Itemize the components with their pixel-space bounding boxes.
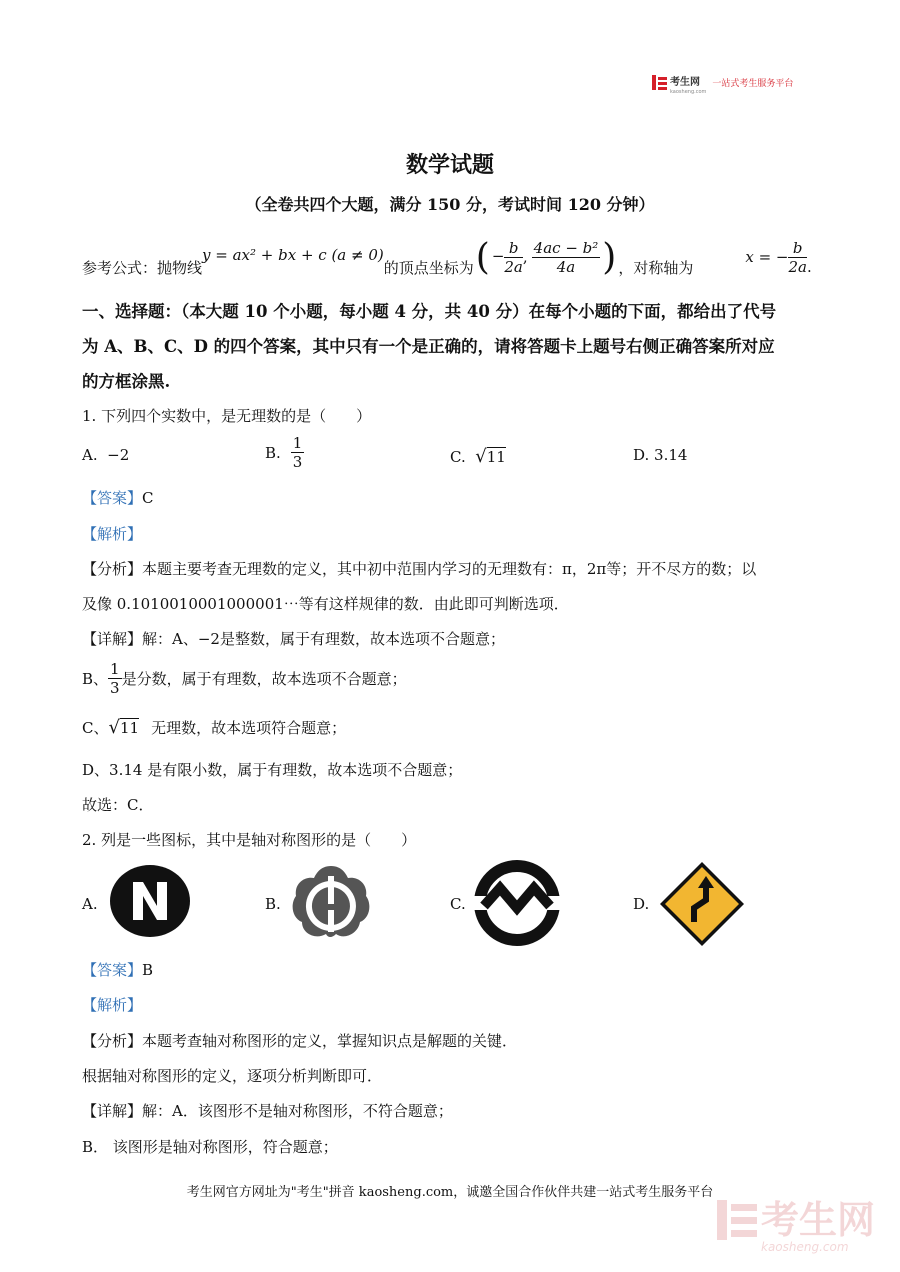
q1-detail-a: 【详解】解：A、−2是整数，属于有理数，故本选项不合题意； (82, 630, 505, 648)
q1-option-d: D. 3.14 (633, 446, 688, 464)
railway-emblem-icon (290, 864, 372, 940)
q1-jiexi-tag: 【解析】 (82, 525, 143, 543)
q1-option-b: B. $\frac{1}{3}$ (265, 434, 303, 471)
axis-fraction: $\frac{b}{2a}$ (788, 238, 807, 276)
metro-logo-icon (472, 860, 562, 946)
q1-detail-c: C、√11 无理数，故本选项符合题意； (82, 717, 347, 738)
formula-prefix: 参考公式：抛物线 (82, 258, 203, 277)
q1-analysis-1: 【分析】本题主要考查无理数的定义，其中初中范围内学习的无理数有：π，2π等；开不尽方的数；以 (82, 560, 757, 578)
q2-option-a-label: A. (82, 895, 98, 913)
parabola-formula: y = ax² + bx + c (a ≠ 0) (202, 246, 384, 264)
section1-line1: 一、选择题：（本大题 10 个小题，每小题 4 分，共 40 分）在每个小题的下面，都给出了代号 (82, 302, 777, 321)
reference-formula: 参考公式：抛物线 y = ax² + bx + c (a ≠ 0) 的顶点坐标为 ( − $\frac{b}{2a}$ , $\frac{\text{4ac − b²}}{4a}$ ) ，对称轴为 x = − $\frac{b}{2a}$ . (82, 236, 812, 278)
q2-stem: 2. 列是一些图标，其中是轴对称图形的是（ ） (82, 831, 417, 849)
q1-option-a: A. −2 (82, 446, 130, 464)
page-footer: 考生网官方网址为"考生"拼音 kaosheng.com，诚邀全国合作伙伴共建一站式考生服务平台 (186, 1185, 714, 1200)
page-subtitle: （全卷共四个大题，满分 150 分，考试时间 120 分钟） (245, 195, 655, 214)
vertex-y-fraction: $\frac{\text{4ac − b²}}{4a}$ (533, 238, 599, 276)
vertex-label: 的顶点坐标为 (383, 258, 474, 277)
q2-answer: 【答案】B (82, 961, 154, 979)
q2-detail-b: B． 该图形是轴对称图形，符合题意； (82, 1138, 338, 1156)
watermark (717, 1200, 875, 1254)
q2-option-d-label: D. (633, 895, 650, 913)
vertex-x-fraction: $\frac{b}{2a}$ (504, 238, 523, 276)
q1-analysis-2: 及像 0.1010010001000001⋯等有这样规律的数．由此即可判断选项． (82, 595, 569, 613)
section1-line3: 的方框涂黑. (82, 372, 171, 391)
logo-slogan: 一站式考生服务平台 (712, 78, 794, 89)
axis-label: ，对称轴为 (618, 258, 694, 277)
q1-conclusion: 故选：C． (82, 796, 154, 814)
logo-domain: kaosheng.com (670, 88, 707, 95)
right-paren: ) (602, 236, 617, 278)
page-title: 数学试题 (405, 152, 494, 178)
left-paren: ( (475, 236, 490, 278)
watermark-domain: kaosheng.com (761, 1240, 849, 1254)
q1-option-c: C. √11 (450, 446, 506, 467)
q2-analysis-1: 【分析】本题考查轴对称图形的定义，掌握知识点是解题的关键． (82, 1032, 518, 1050)
section1-line2: 为 A、B、C、D 的四个答案，其中只有一个是正确的，请将答题卡上题号右侧正确答案所对应 (82, 337, 775, 356)
q2-option-c-label: C. (450, 895, 466, 913)
q1-detail-d: D、3.14 是有限小数，属于有理数，故本选项不合题意； (82, 761, 463, 779)
q1-answer: 【答案】C (82, 489, 154, 507)
q2-jiexi-tag: 【解析】 (82, 996, 143, 1014)
q1-detail-b: B、 $\frac{1}{3}$ 是分数，属于有理数，故本选项不合题意； (82, 660, 407, 697)
axis-lhs: x = − (745, 248, 789, 266)
north-n-icon (109, 864, 191, 938)
q1-stem: 1. 下列四个实数中，是无理数的是（ ） (82, 407, 372, 425)
watermark-text: 考生网 (761, 1198, 876, 1242)
site-logo (652, 74, 794, 95)
winding-road-sign-icon (658, 860, 746, 948)
q2-analysis-2: 根据轴对称图形的定义，逐项分析判断即可． (82, 1067, 383, 1085)
watermark-logo-icon (717, 1200, 757, 1240)
logo-text: 考生网 (670, 76, 700, 88)
q2-option-b-label: B. (265, 895, 281, 913)
q2-detail-a: 【详解】解：A．该图形不是轴对称图形，不符合题意； (82, 1102, 453, 1120)
logo-mark-icon (652, 75, 667, 90)
